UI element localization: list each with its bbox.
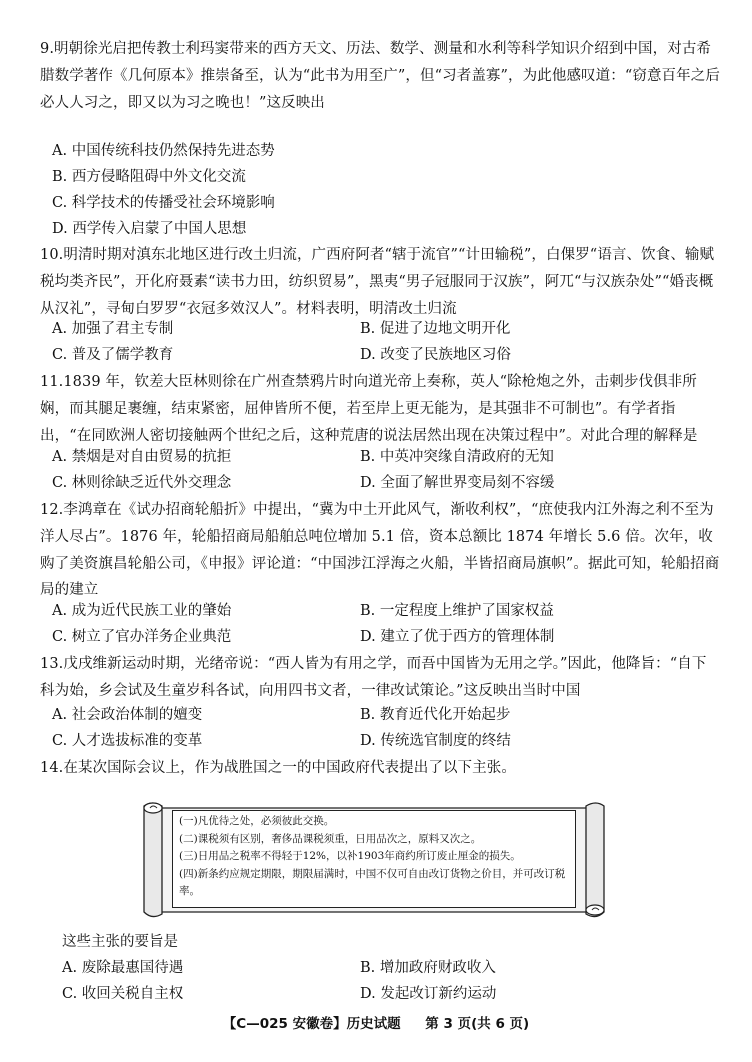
question-11: [40, 369, 720, 449]
question-10: [40, 242, 720, 322]
scroll-text-box: [172, 810, 576, 908]
option-b: B. 一定程度上维护了国家权益: [360, 603, 554, 619]
option-d: D. 发起改订新约运动: [360, 986, 497, 1002]
option-c: C. 树立了官办洋务企业典范: [52, 629, 232, 645]
option-c: C. 科学技术的传播受社会环境影响: [52, 195, 275, 211]
option-d: D. 全面了解世界变局刻不容缓: [360, 475, 555, 491]
option-b: B. 教育近代化开始起步: [360, 707, 511, 723]
question-stem: 13.戊戌维新运动时期，光绪帝说：“西人皆为有用之学，而吾中国皆为无用之学。”因此，他降旨：“自下科为始，乡会试及生童岁科各试，向用四书文者，一律改试策论。”这反映出当时中国: [40, 656, 707, 699]
option-a: A. 社会政治体制的嬗变: [52, 707, 203, 723]
option-d: D. 建立了优于西方的管理体制: [360, 629, 555, 645]
option-b: B. 西方侵略阻碍中外文化交流: [52, 169, 246, 185]
option-d: D. 传统选官制度的终结: [360, 733, 511, 749]
question-stem: 14.在某次国际会议上，作为战胜国之一的中国政府代表提出了以下主张。: [40, 760, 516, 776]
option-c: C. 收回关税自主权: [62, 986, 184, 1002]
question-stem: 12.李鸿章在《试办招商轮船折》中提出，“冀为中土开此风气，渐收利权”，“庶使我内江外海之利不至为洋人尽占”。1876 年，轮船招商局船舶总吨位增加 5.1 倍，资本总额比 1874 年增长 5.6 倍。次年，收购了美资旗昌轮船公司，《申报》评论道：“中国涉江浮海之火船，半皆招商局旗帜”。据此可知，轮船招商局的建立: [40, 502, 720, 599]
option-b: B. 中英冲突缘自清政府的无知: [360, 449, 554, 465]
question-stem: 9.明朝徐光启把传教士利玛窦带来的西方天文、历法、数学、测量和水利等科学知识介绍到中国，对古希腊数学著作《几何原本》推崇备至，认为“此书为用至广”，但“习者盖寡”，为此他感叹道：“窃意百年之后必人人习之，即又以为习之晚也！”这反映出: [40, 41, 720, 111]
question-14: [40, 755, 720, 782]
scroll-line: (一)凡优待之处，必须彼此交换。: [179, 815, 335, 827]
question-stem: 10.明清时期对滇东北地区进行改土归流，广西府阿者“辖于流官”“计田输税”，白倮罗“语言、饮食、输赋税均类齐民”，开化府聂素“读书力田，纺织贸易”，黑夷“男子冠服同于汉族”，阿兀“与汉族杂处”“婚丧概从汉礼”，寻甸白罗罗“衣冠多效汉人”。材料表明，明清改土归流: [40, 247, 715, 317]
question-stem: 11.1839 年，钦差大臣林则徐在广州查禁鸦片时向道光帝上奏称，英人“除枪炮之外，击刺步伐俱非所娴，而其腿足裹缠，结束紧密，屈伸皆所不便，若至岸上更无能为，是其强非不可制也”。有学者指出，“在同欧洲人密切接触两个世纪之后，这种荒唐的说法居然出现在决策过程中”。对此合理的解释是: [40, 374, 698, 444]
exam-code: 【C—025 安徽卷】历史试题: [222, 1016, 401, 1032]
option-b: B. 增加政府财政收入: [360, 960, 496, 976]
option-d: D. 改变了民族地区习俗: [360, 347, 511, 363]
scroll-line: (二)课税须有区别，奢侈品课税须重，日用品次之，原料又次之。: [179, 832, 482, 845]
question-12: [40, 497, 720, 604]
page-number: 第 3 页(共 6 页): [425, 1016, 530, 1032]
option-a: A. 成为近代民族工业的肇始: [52, 603, 232, 619]
page-footer: [0, 1012, 752, 1032]
option-d: D. 西学传入启蒙了中国人思想: [52, 221, 247, 237]
question-13: [40, 651, 720, 705]
scroll-line: (三)日用品之税率不得轻于12%，以补1903年商约所订废止厘金的损失。: [179, 850, 521, 862]
option-a: A. 禁烟是对自由贸易的抗拒: [52, 449, 232, 465]
option-a: A. 加强了君主专制: [52, 321, 174, 337]
scroll-figure: [140, 800, 608, 918]
option-b: B. 促进了边地文明开化: [360, 321, 511, 337]
question-9: [40, 36, 720, 116]
option-c: C. 林则徐缺乏近代外交理念: [52, 475, 232, 491]
option-c: C. 人才选拔标准的变革: [52, 733, 203, 749]
question-followup: 这些主张的要旨是: [62, 934, 178, 950]
option-c: C. 普及了儒学教育: [52, 347, 174, 363]
option-a: A. 中国传统科技仍然保持先进态势: [52, 143, 275, 159]
option-a: A. 废除最惠国待遇: [62, 960, 184, 976]
scroll-line: (四)新条约应规定期限，期限届满时，中国不仅可自由改订货物之价目，并可改订税率。: [179, 867, 566, 897]
